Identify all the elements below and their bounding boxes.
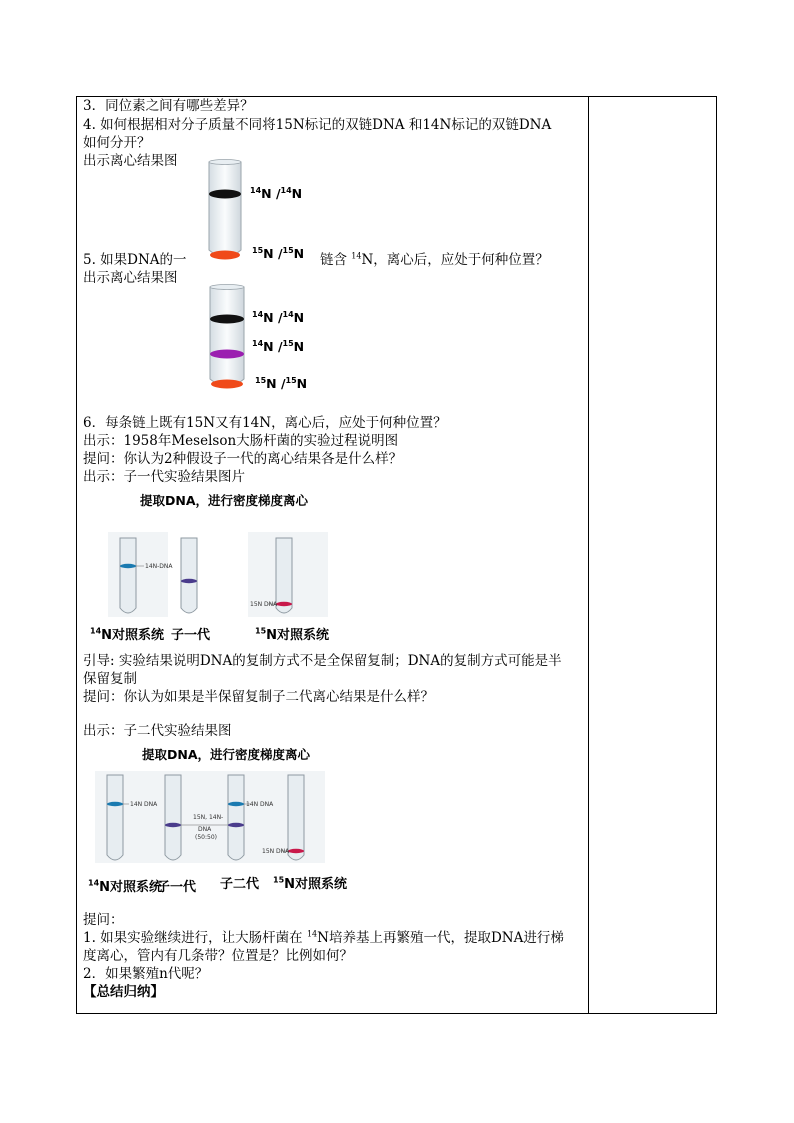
fig4-tiny-d: 15N DNA [262,848,290,855]
ask-2: 2．如果繁殖n代呢？ [83,966,209,982]
question-5-part2: 链含 $^{14}$N，离心后，应处于何种位置？ [320,251,549,268]
fig4-caption-d: $^{15}$N对照系统 [273,875,348,892]
fig4-tiny-c: 14N DNA [246,801,274,808]
fig3-tiny-a: 14N-DNA [145,563,173,570]
show-result-1: 出示离心结果图 [83,153,178,169]
fig4-caption-a: $^{14}$N对照系统 [88,878,163,895]
fig2-label-3: $^{15}$N /$^{15}$N [255,375,308,391]
band2-15n-15n [211,380,243,389]
band-14n-14n [209,190,241,199]
fig4-caption-b: 子一代 [157,880,197,895]
fig1-label-top: $^{14}$N /$^{14}$N [250,185,303,201]
question-4-line2: 如何分开？ [83,135,151,151]
ask-1-line1: 1. 如果实验继续进行，让大肠杆菌在 $^{14}$N培养基上再繁殖一代，提取DNA进行梯 [83,929,564,946]
show-f2-picture: 出示：子二代实验结果图 [83,723,232,739]
figure-1-tube [205,158,245,268]
ask-f2-result: 提问：你认为如果是半保留复制子二代离心结果是什么样？ [83,689,434,705]
fig3-title: 提取DNA，进行密度梯度离心 [140,493,309,508]
band-15n-15n [210,251,240,260]
fig2-label-1: $^{14}$N /$^{14}$N [252,309,305,325]
ask-f1-result: 提问：你认为2种假设子一代的离心结果各是什么样？ [83,451,403,467]
fig4-title: 提取DNA，进行密度梯度离心 [142,747,311,762]
question-3: 3．同位素之间有哪些差异？ [83,98,254,114]
ask-heading: 提问： [83,912,124,928]
ask-1-line2: 度离心，管内有几条带？位置是？比例如何？ [83,948,353,964]
question-6: 6．每条链上既有15N又有14N，离心后，应处于何种位置？ [83,415,447,431]
fig2-label-2: $^{14}$N /$^{15}$N [252,338,305,354]
show-result-2: 出示离心结果图 [83,270,178,286]
fig3-caption-a: $^{14}$N对照系统 [90,626,165,643]
fig4-tiny-b3: (50:50) [195,834,217,841]
summary-heading: 【总结归纳】 [83,984,164,1000]
table-column-divider [588,96,589,1014]
band2-14n-14n [210,315,244,324]
fig4-tiny-b1: 15N, 14N- [193,814,224,821]
guide-line1: 引导: 实验结果说明DNA的复制方式不是全保留复制；DNA的复制方式可能是半 [83,653,562,669]
question-4-line1: 4. 如何根据相对分子质量不同将15N标记的双链DNA 和14N标记的双链DNA [83,117,552,133]
show-f1-picture: 出示：子一代实验结果图片 [83,469,245,485]
show-meselson: 出示：1958年Meselson大肠杆菌的实验过程说明图 [83,433,399,449]
question-5-part1: 5. 如果DNA的一 [83,252,187,268]
fig3-tiny-c: 15N DNA [250,601,278,608]
guide-line2: 保留复制 [83,671,137,687]
fig4-caption-c: 子二代 [220,877,260,892]
fig3-caption-c: $^{15}$N对照系统 [255,626,330,643]
band2-14n-15n [210,350,244,359]
fig4-tiny-b2: DNA [198,826,212,833]
fig4-tiny-a: 14N DNA [130,801,158,808]
figure-3-tubes [108,532,328,617]
fig1-label-bottom: $^{15}$N /$^{15}$N [252,245,305,261]
fig3-caption-b: 子一代 [171,628,211,643]
figure-2-tube [205,283,250,395]
